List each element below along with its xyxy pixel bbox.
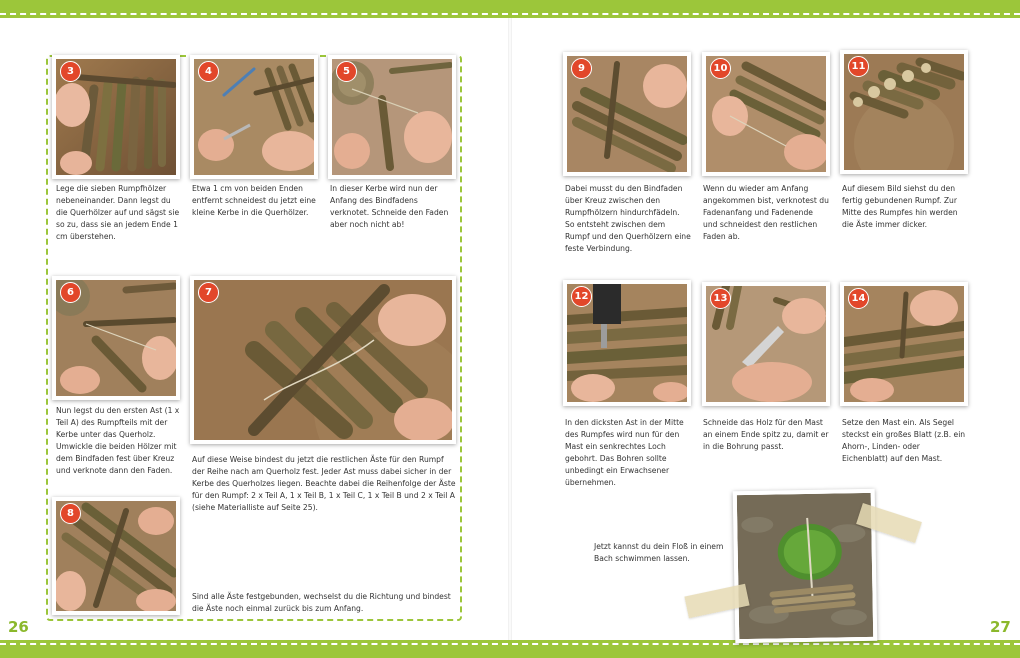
step-8-badge: 8 bbox=[60, 503, 81, 524]
step-5-badge: 5 bbox=[336, 61, 357, 82]
bottom-border-dash bbox=[0, 643, 1020, 645]
step-14-photo bbox=[840, 282, 968, 406]
top-border-bar bbox=[0, 0, 1020, 18]
step-6-caption: Nun legst du den ersten Ast (1 x Teil A) des Rumpfteils mit der Kerbe unter das Querholz. Umwickle die beiden Hölzer mit dem Bindfaden fest über Kreuz und verknote dann den Faden. bbox=[56, 406, 180, 475]
final-raft-photo bbox=[733, 489, 878, 643]
bottom-border-bar bbox=[0, 640, 1020, 658]
step-7-photo bbox=[190, 276, 456, 444]
page-number-right: 27 bbox=[990, 618, 1011, 636]
step-6-badge: 6 bbox=[60, 282, 81, 303]
step-3-photo bbox=[52, 55, 180, 179]
step-13-photo bbox=[702, 282, 830, 406]
step-4-photo bbox=[190, 55, 318, 179]
step-10-badge: 10 bbox=[710, 58, 731, 79]
final-caption: Jetzt kannst du dein Floß in einem Bach schwimmen lassen. bbox=[594, 542, 724, 563]
step-13-badge: 13 bbox=[710, 288, 731, 309]
page-gutter bbox=[508, 18, 512, 640]
step-11-caption: Auf diesem Bild siehst du den fertig gebundenen Rumpf. Zur Mitte des Rumpfes hin werden die Äste immer dicker. bbox=[842, 184, 958, 229]
step-11-photo bbox=[840, 50, 968, 174]
step-4-caption: Etwa 1 cm von beiden Enden entfernt schneidest du jetzt eine kleine Kerbe in die Querhölzer. bbox=[192, 184, 316, 217]
step-8-photo bbox=[52, 497, 180, 615]
final-raft-image bbox=[737, 493, 873, 639]
step-14-caption: Setze den Mast ein. Als Segel steckst ein großes Blatt (z.B. ein Ahorn-, Linden- oder Eichenblatt) auf den Mast. bbox=[842, 418, 966, 463]
step-5-photo bbox=[328, 55, 456, 179]
step-3-caption: Lege die sieben Rumpfhölzer nebeneinander. Dann legst du die Querhölzer auf und sägst sie so zu, dass sie an jedem Ende 1 cm überstehen. bbox=[56, 184, 180, 241]
step-11-badge: 11 bbox=[848, 56, 869, 77]
step-12-photo bbox=[563, 280, 691, 406]
step-12-caption: In den dicksten Ast in der Mitte des Rumpfes wird nun für den Mast ein senkrechtes Loch gebohrt. Das Bohren sollte unbedingt ein Erwachsener übernehmen. bbox=[565, 418, 684, 487]
step-4-badge: 4 bbox=[198, 61, 219, 82]
step-8-caption: Sind alle Äste festgebunden, wechselst du die Richtung und bindest die Äste noch einmal zurück bis zum Anfang. bbox=[192, 592, 451, 613]
step-3-badge: 3 bbox=[60, 61, 81, 82]
step-9-caption: Dabei musst du den Bindfaden über Kreuz zwischen den Rumpfhölzern hindurchfädeln. So entsteht zwischen dem Rumpf und den Querhölzern eine feste Verbindung. bbox=[565, 184, 691, 253]
step-13-caption: Schneide das Holz für den Mast an einem Ende spitz zu, damit er in die Bohrung passt. bbox=[703, 418, 829, 451]
step-9-photo bbox=[563, 52, 691, 176]
step-12-badge: 12 bbox=[571, 286, 592, 307]
step-10-caption: Wenn du wieder am Anfang angekommen bist, verknotest du Fadenanfang und Fadenende und schneidest den restlichen Faden ab. bbox=[703, 184, 829, 241]
top-border-dash bbox=[0, 13, 1020, 15]
page-number-left: 26 bbox=[8, 618, 29, 636]
step-5-caption: In dieser Kerbe wird nun der Anfang des Bindfadens verknotet. Schneide den Faden aber noch nicht ab! bbox=[330, 184, 449, 229]
step-7-caption: Auf diese Weise bindest du jetzt die restlichen Äste für den Rumpf der Reihe nach am Querholz fest. Jeder Ast muss dabei sicher in der Kerbe des Querholzes liegen. Beachte dabei die Reihenfolge der Äste für den Rumpf: 2 x Teil A, 1 x Teil B, 1 x Teil C, 1 x Teil B und 2 x Teil A (siehe Materialliste auf Seite 25). bbox=[192, 455, 456, 512]
step-10-photo bbox=[702, 52, 830, 176]
step-7-image bbox=[194, 280, 452, 440]
step-9-badge: 9 bbox=[571, 58, 592, 79]
step-7-badge: 7 bbox=[198, 282, 219, 303]
step-6-photo bbox=[52, 276, 180, 400]
step-14-badge: 14 bbox=[848, 288, 869, 309]
